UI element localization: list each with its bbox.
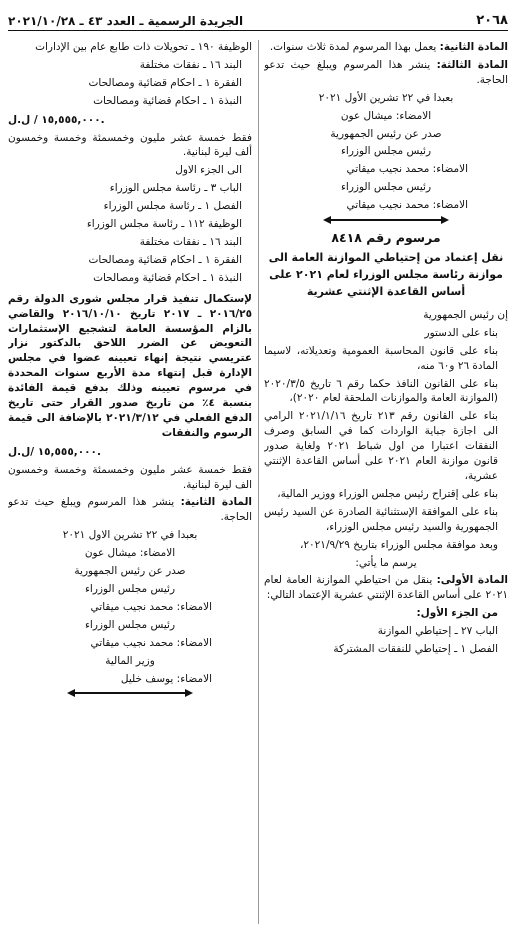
- signature-pm-2: الامضاء: محمد نجيب ميقاتي: [346, 199, 468, 212]
- budget-line: الوظيفة ١١٢ ـ رئاسة مجلس الوزراء: [86, 218, 242, 231]
- left-signature-pm: الامضاء: محمد نجيب ميقاتي: [90, 600, 212, 613]
- section-line: الفصل ١ ـ إحتياطي للنفقات المشتركة: [333, 643, 498, 656]
- article-3-label: المادة الثالثة:: [436, 58, 508, 71]
- article-2-text: يعمل بهذا المرسوم لمدة ثلاث سنوات.: [269, 41, 437, 53]
- page-number: ٢٠٦٨: [476, 12, 508, 28]
- preamble-para: وبعد موافقة مجلس الوزراء بتاريخ ٢٠٢١/٩/٢٩،: [300, 538, 498, 551]
- amount-2-words: فقط خمسة عشر مليون وخمسمئة وخمسة وخمسون الف ليرة لبنانية.: [8, 463, 252, 491]
- amount-1-words: فقط خمسة عشر مليون وخمسمئة وخمسة وخمسون ألف ليرة لبنانية.: [8, 131, 252, 159]
- section-separator-left: [75, 692, 185, 694]
- section-separator: [331, 219, 441, 221]
- column-divider: [258, 40, 259, 924]
- left-date-line: بعبدا في ٢٢ تشرين الاول ٢٠٢١: [62, 529, 198, 542]
- article-1-label: المادة الأولى:: [436, 574, 508, 587]
- amount-2: ١٥,٥٥٥,٠٠٠ /ل.ل.: [8, 445, 101, 458]
- page-header: [8, 8, 508, 31]
- budget-line: الفقرة ١ ـ احكام قضائية ومصالحات: [88, 253, 242, 266]
- chapter-line: الباب ٢٧ ـ إحتياطي الموازنة: [377, 625, 498, 638]
- date-line: بعبدا في ٢٢ تشرين الأول ٢٠٢١: [318, 91, 454, 104]
- left-article-2-label: المادة الثانية:: [180, 496, 252, 509]
- preamble-para: بناء على الدستور: [424, 326, 498, 339]
- left-issued-by: صدر عن رئيس الجمهورية: [74, 565, 186, 578]
- article-2-paragraph: [264, 40, 508, 55]
- justification-paragraph: لإستكمال تنفيذ قرار مجلس شورى الدولة رقم ٢٠١٦/٢٥ ـ ٢٠١٧ تاريخ ٢٠١٦/١٠/١٠ والقاضي بالزام المؤسسة العامة لتشجيع الإستثمارات التعويض عن الضرر اللاحق بالدكتور نزار عتريسي نتيجة إنهاء تعيينه عضوا في مجلس الإدارة قبل إنتهاء مدة الأربع سنوات المحددة في مرسوم تعيينه وذلك بدفع قيمة الفائدة بنسبة ٤٪ من تاريخ صدور القرار حتى تاريخ الدفع الفعلي في ٢٠٢١/٣/١٢ بالإضافة الى قيمة الرسوم والنفقات: [8, 292, 252, 439]
- left-pm-title-2: رئيس مجلس الوزراء: [84, 618, 176, 631]
- preamble-para: بناء على قانون المحاسبة العمومية وتعديلاته، لاسيما المادة ٢٦ و٦٠ منه،: [264, 344, 498, 372]
- pm-title-2: رئيس مجلس الوزراء: [340, 181, 432, 194]
- budget-line: البند ١٦ ـ نفقات مختلفة: [139, 235, 242, 248]
- article-3-text: ينشر هذا المرسوم ويبلغ حيث تدعو الحاجة.: [264, 58, 508, 86]
- budget-line: البند ١٦ ـ نفقات مختلفة: [139, 58, 242, 71]
- decree-title: مرسوم رقم ٨٤١٨: [331, 230, 441, 246]
- preamble-para: إن رئيس الجمهورية: [423, 308, 508, 321]
- budget-line: الفقرة ١ ـ احكام قضائية ومصالحات: [88, 76, 242, 89]
- left-column: [8, 40, 252, 926]
- budget-line: الباب ٣ ـ رئاسة مجلس الوزراء: [109, 182, 242, 195]
- left-pm-title: رئيس مجلس الوزراء: [84, 583, 176, 595]
- budget-line: النبذة ١ ـ احكام قضائية ومصالحات: [93, 271, 242, 284]
- right-column: [264, 40, 508, 926]
- article-3-paragraph: [264, 58, 508, 88]
- from-part-label: من الجزء الأول:: [416, 607, 498, 620]
- left-signature-pm-2: الامضاء: محمد نجيب ميقاتي: [90, 636, 212, 649]
- amount-1: ١٥,٥٥٥,٠٠٠ / ل.ل.: [8, 113, 105, 126]
- decree-preamble-close: يرسم ما يأتي:: [355, 556, 417, 569]
- pm-title: رئيس مجلس الوزراء: [340, 145, 432, 158]
- left-article-2-paragraph: [8, 495, 252, 525]
- preamble-para: بناء على إقتراح رئيس مجلس الوزراء ووزير المالية،: [277, 487, 498, 500]
- preamble-para: بناء على الموافقة الإستثنائية الصادرة عن السيد رئيس الجمهورية والسيد رئيس مجلس الوزراء،: [264, 505, 498, 533]
- budget-line: النبذة ١ ـ احكام قضائية ومصالحات: [93, 94, 242, 107]
- article-1-paragraph: [264, 573, 508, 603]
- signature-president: الامضاء: ميشال عون: [340, 109, 432, 122]
- signature-finance-minister: الامضاء: يوسف خليل: [120, 672, 212, 685]
- finance-minister-title: وزير المالية: [105, 654, 155, 667]
- preamble-para: بناء على القانون رقم ٢١٣ تاريخ ٢٠٢١/١/١٦ الرامي الى اجازة جباية الواردات كما في السابق وصرف النفقات اعتبارا من اول شباط ٢٠٢١ ولغاية صدور قانون موازنة العام ٢٠٢١ على أساس القاعدة الإثنتي عشرية،: [264, 410, 498, 483]
- budget-line: الوظيفة ١٩٠ ـ تحويلات ذات طابع عام بين الإدارات: [35, 41, 252, 53]
- article-2-label: المادة الثانية:: [439, 41, 508, 53]
- gazette-issue-title: الجريدة الرسمية ـ العدد ٤٣ ـ ٢٠٢١/١٠/٢٨: [8, 13, 244, 28]
- budget-line: الفصل ١ ـ رئاسة مجلس الوزراء: [103, 200, 242, 213]
- decree-subtitle: نقل إعتماد من إحتياطي الموازنة العامة الى موازنة رئاسة مجلس الوزراء لعام ٢٠٢١ على أساس القاعدة الإثنتي عشرية: [268, 250, 504, 298]
- issued-by: صدر عن رئيس الجمهورية: [330, 127, 442, 140]
- article-1-text: ينقل من احتياطي الموازنة العامة لعام ٢٠٢١ على أساس القاعدة الإثنتي عشرية الإعتماد التالي:: [264, 574, 508, 602]
- to-part-label: الى الجزء الاول: [175, 164, 242, 177]
- signature-pm: الامضاء: محمد نجيب ميقاتي: [346, 163, 468, 176]
- left-signature-president: الامضاء: ميشال عون: [84, 547, 176, 560]
- preamble-para: بناء على القانون النافذ حكما رقم ٦ تاريخ ٢٠٢٠/٣/٥ (الموازنة العامة والموازنات الملحقة لعام ٢٠٢٠)،: [264, 377, 498, 405]
- left-article-2-text: ينشر هذا المرسوم ويبلغ حيث تدعو الحاجة.: [8, 496, 252, 524]
